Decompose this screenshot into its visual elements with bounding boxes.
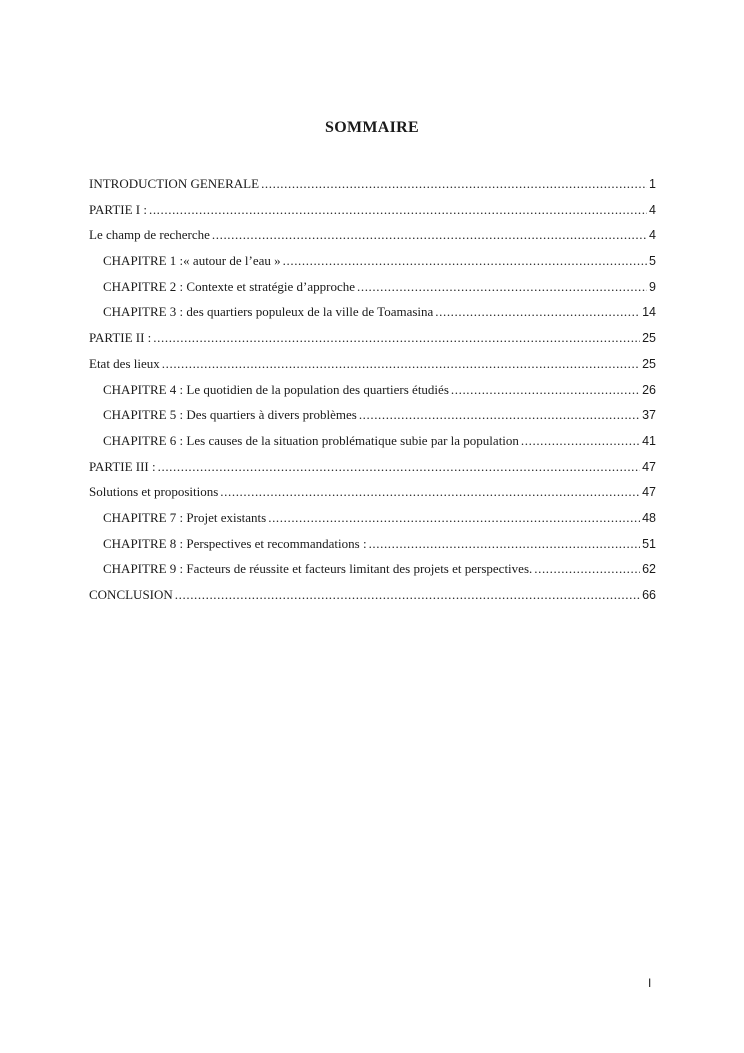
toc-entry-label: CHAPITRE 4 : Le quotidien de la population des quartiers étudiés xyxy=(103,381,449,397)
toc-entry[interactable] xyxy=(89,222,656,248)
toc-entry-label: INTRODUCTION GENERALE xyxy=(89,176,260,191)
toc-entry-label: CHAPITRE 2 : Contexte et stratégie d’approche xyxy=(103,278,355,294)
toc-entry-page: 26 xyxy=(642,382,656,397)
dot-leader xyxy=(283,248,647,274)
dot-leader xyxy=(153,325,640,351)
toc-entry-label: CHAPITRE 3 : des quartiers populeux de la ville de Toamasina xyxy=(103,304,434,320)
dot-leader xyxy=(212,222,647,248)
toc-entry[interactable] xyxy=(89,454,656,480)
toc-entry-label: Solutions et propositions xyxy=(89,484,219,500)
toc-entry[interactable] xyxy=(89,171,656,197)
dot-leader xyxy=(357,274,647,300)
dot-leader xyxy=(149,197,647,223)
toc-entry[interactable] xyxy=(89,479,656,505)
toc-entry-label: CHAPITRE 5 : Des quartiers à divers problèmes xyxy=(103,407,357,423)
toc-entry-page: 37 xyxy=(642,408,656,423)
toc-entry-page: 25 xyxy=(642,356,656,371)
table-of-contents xyxy=(89,171,656,608)
toc-entry-label: Le champ de recherche xyxy=(89,227,210,243)
toc-entry[interactable] xyxy=(89,351,656,377)
toc-entry[interactable] xyxy=(89,428,656,454)
toc-entry-page: 51 xyxy=(642,536,656,551)
toc-entry-page: 47 xyxy=(642,485,656,500)
toc-entry[interactable] xyxy=(89,582,656,608)
toc-entry-label: CHAPITRE 9 : Facteurs de réussite et facteurs limitant des projets et perspectives. xyxy=(103,561,533,577)
dot-leader xyxy=(158,454,640,480)
dot-leader xyxy=(534,556,640,582)
toc-entry-page: 4 xyxy=(649,228,656,243)
toc-entry-label: PARTIE I : xyxy=(89,201,147,217)
toc-entry-page: 62 xyxy=(642,562,656,577)
toc-entry-page: 5 xyxy=(649,254,656,269)
dot-leader xyxy=(162,351,640,377)
toc-entry-label: CHAPITRE 8 : Perspectives et recommandations : xyxy=(103,535,367,551)
toc-entry-page: 1 xyxy=(649,177,656,191)
page-number: I xyxy=(648,976,652,990)
toc-entry-label: CHAPITRE 6 : Les causes de la situation problématique subie par la population xyxy=(103,432,519,448)
dot-leader xyxy=(435,299,640,325)
page-title: SOMMAIRE xyxy=(325,119,419,136)
dot-leader xyxy=(369,531,641,557)
toc-entry-label: CHAPITRE 1 :« autour de l’eau » xyxy=(103,253,281,269)
toc-entry-page: 41 xyxy=(642,433,656,448)
dot-leader xyxy=(451,377,640,403)
toc-entry-page: 47 xyxy=(642,459,656,474)
toc-entry[interactable] xyxy=(89,402,656,428)
toc-entry[interactable] xyxy=(89,505,656,531)
toc-entry-page: 4 xyxy=(649,202,656,217)
toc-entry-label: PARTIE II : xyxy=(89,330,152,346)
toc-entry-page: 25 xyxy=(642,331,656,346)
toc-entry-label: CONCLUSION xyxy=(89,587,173,602)
dot-leader xyxy=(220,479,640,505)
toc-entry[interactable] xyxy=(89,377,656,403)
toc-entry[interactable] xyxy=(89,299,656,325)
toc-entry-page: 66 xyxy=(642,588,656,602)
dot-leader xyxy=(359,402,640,428)
toc-entry-page: 9 xyxy=(649,279,656,294)
dot-leader xyxy=(268,505,640,531)
toc-entry[interactable] xyxy=(89,531,656,557)
toc-entry-label: PARTIE III : xyxy=(89,458,156,474)
toc-entry-page: 48 xyxy=(642,510,656,525)
toc-entry-label: CHAPITRE 7 : Projet existants xyxy=(103,509,267,525)
dot-leader xyxy=(521,428,640,454)
toc-entry[interactable] xyxy=(89,248,656,274)
toc-entry[interactable] xyxy=(89,325,656,351)
dot-leader xyxy=(261,171,647,197)
dot-leader xyxy=(175,582,640,608)
toc-entry-label: Etat des lieux xyxy=(89,355,160,371)
toc-entry[interactable] xyxy=(89,274,656,300)
toc-entry[interactable] xyxy=(89,197,656,223)
toc-entry-page: 14 xyxy=(642,305,656,320)
toc-entry[interactable] xyxy=(89,556,656,582)
